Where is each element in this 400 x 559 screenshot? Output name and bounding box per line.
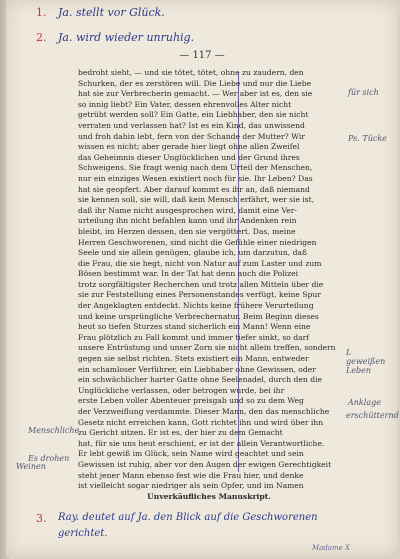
text-line: unsere Entrüstung und unser Zorn sie nicht allein treffen, sondern xyxy=(78,343,336,353)
text-line: nur ein einziges Wesen existiert noch für sie. Ihr Leben? Das xyxy=(78,173,313,183)
margin-note-left-3: Weinen xyxy=(16,462,46,471)
printed-text-block xyxy=(78,68,340,502)
text-line: und froh dahin lebt, fern von der Schande der Mutter? Wir xyxy=(78,131,305,141)
text-line: gegen sie selbst richten. Stets existiert ein Mann, entweder xyxy=(78,354,309,364)
text-line: sie kennen soll, sie will, daß kein Mensch erfährt, wer sie ist, xyxy=(78,195,315,205)
text-line: der Verzweiflung verdammte. Dieser Mann, den das menschliche xyxy=(78,407,330,416)
margin-note-right-4: Anklage xyxy=(348,398,381,407)
text-line: erste Leben voller Abenteuer preisgab und so zu dem Weg xyxy=(78,396,304,406)
text-line: Seele und sie allein genügen, glaube ich, um darzutun, daß xyxy=(78,248,308,258)
text-line: hat sie zur Verbrecherin gemacht. — Wer aber ist es, den sie xyxy=(78,89,313,99)
footer-stamp: Madame X xyxy=(312,544,350,552)
text-line: Schweigens. Sie fragt wenig nach dem Urteil der Menschen, xyxy=(78,163,313,173)
text-line: urteilung ihn nicht befahlen kann und ihr Andenken rein xyxy=(78,216,297,226)
text-line: so innig liebt? Ein Vater, dessen ehrenvolles Alter nicht xyxy=(78,99,292,109)
text-line: verraten und verlassen hat? Ist es ein Kind, das unwissend xyxy=(78,120,305,130)
text-line: das Geheimnis dieser Unglücklichen und der Grund ihres xyxy=(78,152,300,162)
annotation-3-text-line2: gerichtet. xyxy=(58,528,108,539)
text-line: zu Gericht sitzen. Er ist es, der hier zu dem Gemacht xyxy=(78,428,283,438)
text-line: bedroht sieht, — und sie tötet, tötet, ohne zu zaudern, den xyxy=(78,68,304,77)
text-line: sie zur Feststellung eines Personenstandes verfügt, keine Spur xyxy=(78,290,321,300)
text-line: getrübt werden soll? Ein Gatte, ein Liebhaber, den sie nicht xyxy=(78,110,309,120)
text-line: steht jener Mann ebenso fest wie die Frau hier, und denke xyxy=(78,470,304,480)
text-line: wissen es nicht; aber gerade hier liegt ohne allen Zweifel xyxy=(78,142,300,152)
text-line: Bösen bestimmt war. In der Tat hat denn auch die Polizei xyxy=(78,269,299,279)
margin-note-right-3: L geweißen Leben xyxy=(346,348,386,375)
manuscript-label: Unverkäufliches Manuskript. xyxy=(147,491,271,501)
text-line: Unglückliche verlassen, oder betrogen wurde, bei ihr xyxy=(78,385,285,395)
text-line: hat sie geopfert. Aber darauf kommt es ihr an, daß niemand xyxy=(78,184,310,194)
text-line: und keine ursprüngliche Verbrechernatur. Beim Beginn dieses xyxy=(78,311,319,321)
text-line: ist vielleicht sogar niedriger als sein Opfer, und im Namen xyxy=(78,481,304,491)
annotation-3-text-line1: Ray. deutet auf Ja. den Blick auf die Geschworenen xyxy=(58,512,318,523)
annotation-1-number: 1. xyxy=(36,6,47,19)
text-line: trotz sorgfältigster Recherchen und trotz allen Mitteln über die xyxy=(78,279,324,289)
text-line: Gesetz nicht erreichen kann, Gott richtet ihn und wird über ihn xyxy=(78,417,324,427)
annotation-2-text: Ja. wird wieder unruhig. xyxy=(58,31,195,44)
page-number: — 117 — xyxy=(179,50,225,61)
text-line: ein schwächlicher harter Gatte ohne Seelenadel, durch den die xyxy=(78,375,323,385)
text-line: bleibt, im Herzen dessen, den sie vergöttert. Das, meine xyxy=(78,226,296,236)
margin-note-right-1: für sich xyxy=(348,88,379,97)
annotation-2-number: 2. xyxy=(36,31,47,44)
annotation-1-text: Ja. stellt vor Glück. xyxy=(58,6,165,19)
text-line: Gewissen ist ruhig, aber vor den Augen der ewigen Gerechtigkeit xyxy=(78,459,332,469)
manuscript-page xyxy=(6,0,398,556)
text-line: der Angeklagten entdeckt. Nichts keine frühere Verurteilung xyxy=(78,301,314,311)
text-line: die Frau, die sie hegt, nicht von Natur auf zum Laster und zum xyxy=(78,258,322,268)
annotation-3-number: 3. xyxy=(36,512,47,525)
text-line: Er lebt gewiß im Glück, sein Name wird geachtet und sein xyxy=(78,449,304,459)
text-line: Frau plötzlich zu Fall kommt und immer tiefer sinkt, so darf xyxy=(78,332,310,342)
text-line: Schurken, der es zerstören will. Die Liebe und nur die Liebe xyxy=(78,78,312,88)
text-line: ein schamloser Verführer, ein Liebhaber ohne Gewissen, oder xyxy=(78,364,316,374)
margin-note-right-5: erschütternd xyxy=(346,411,399,420)
text-line: daß ihr Name nicht ausgesprochen wird, damit eine Ver- xyxy=(78,205,297,215)
text-line: hat, für sie uns heut erschient, er ist der allein Verantwortliche. xyxy=(78,438,325,448)
margin-note-right-2: Ps. Tücke xyxy=(348,134,387,143)
margin-note-left-2: Es drohen xyxy=(28,454,70,463)
margin-note-left-1: Menschliche xyxy=(28,426,80,435)
text-line: Herren Geschworenen, sind nicht die Gefühle einer niedrigen xyxy=(78,237,317,247)
text-line: heut so tiefen Sturzes stand sicherlich ein Mann! Wenn eine xyxy=(78,322,311,332)
